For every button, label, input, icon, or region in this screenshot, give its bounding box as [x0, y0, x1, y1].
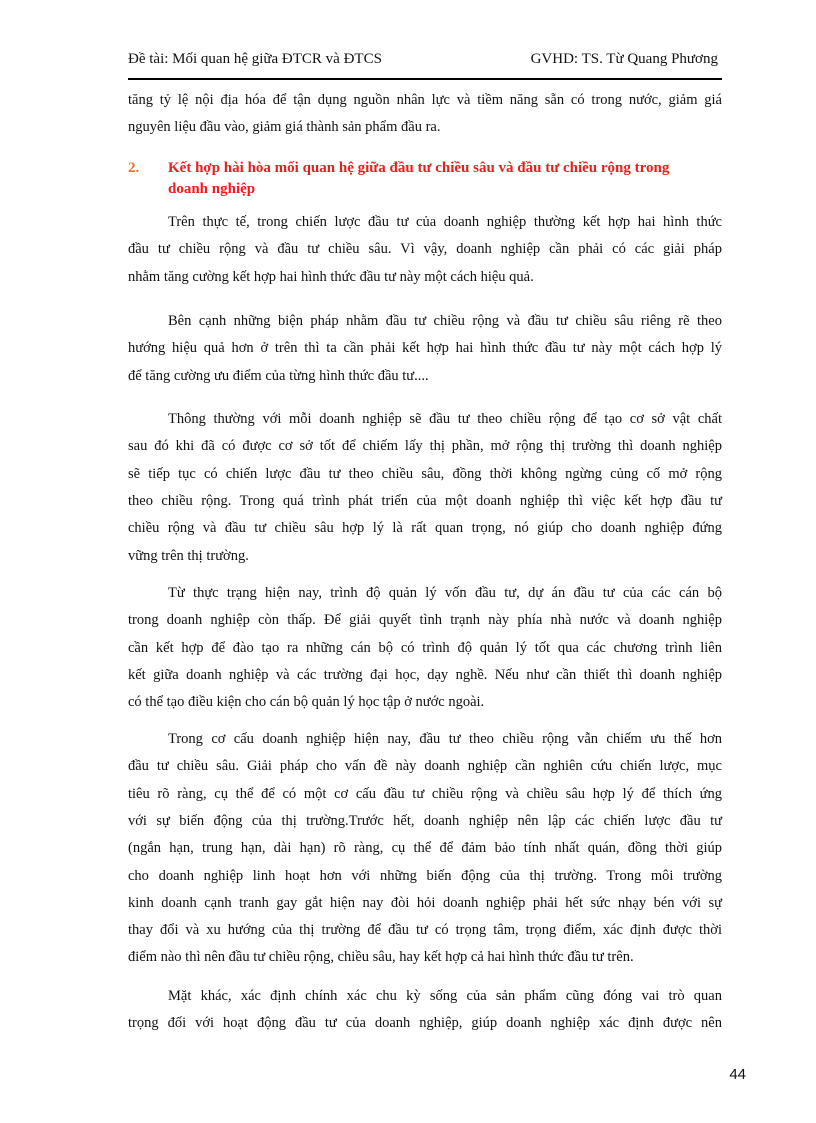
- text-line: Trong cơ cấu doanh nghiệp hiện nay, đầu tư theo chiều rộng vẫn chiếm ưu thế hơn: [168, 731, 722, 747]
- text-line: Trên thực tế, trong chiến lược đầu tư của doanh nghiệp thường kết hợp hai hình thức: [168, 214, 722, 230]
- text-line: Từ thực trạng hiện nay, trình độ quản lý vốn đầu tư, dự án đầu tư của các cán bộ: [168, 585, 722, 601]
- text-line: kết giữa doanh nghiệp và các trường đại học, dạy nghề. Nếu như cần thiết thì doanh nghiệp: [128, 667, 722, 683]
- text-line: theo chiều rộng. Trong quá trình phát triển của một doanh nghiệp thì việc kết hợp đầu tư: [128, 493, 722, 509]
- text-line: Mặt khác, xác định chính xác chu kỳ sống của sản phẩm cũng đóng vai trò quan: [168, 988, 722, 1004]
- text-line: đầu tư chiều rộng và đầu tư chiều sâu. Vì vậy, doanh nghiệp cần phải có các giải pháp: [128, 241, 722, 257]
- text-line: Thông thường với mỗi doanh nghiệp sẽ đầu tư theo chiều rộng để tạo cơ sở vật chất: [168, 411, 722, 427]
- text-line: Bên cạnh những biện pháp nhằm đầu tư chiều rộng và đầu tư chiều sâu riêng rẽ theo: [168, 313, 722, 329]
- text-line: đầu tư chiều sâu. Giải pháp cho vấn đề này doanh nghiệp cần nghiên cứu chiến lược, mục: [128, 758, 722, 774]
- text-line: cho doanh nghiệp linh hoạt hơn với những biến động của thị trường. Trong môi trường: [128, 868, 722, 884]
- page-number: 44: [729, 1066, 746, 1083]
- text-line: với sự biến động của thị trường.Trước hết, doanh nghiệp nên lập các chiến lược đầu tư: [128, 813, 722, 829]
- header-rule: [128, 78, 722, 80]
- text-line: nhằm tăng cường kết hợp hai hình thức đầu tư này một cách hiệu quả.: [128, 269, 534, 285]
- section-title-line: doanh nghiệp: [168, 181, 256, 197]
- text-line: để tăng cường ưu điểm của từng hình thức đầu tư....: [128, 368, 429, 384]
- text-line: kinh doanh cạnh tranh gay gắt hiện nay đòi hỏi doanh nghiệp phải hết sức nhạy bén với sự: [128, 895, 722, 911]
- text-line: (ngắn hạn, trung hạn, dài hạn) rõ ràng, cụ thể để đảm bảo tính nhất quán, đồng thời giúp: [128, 840, 722, 856]
- text-line: hướng hiệu quả hơn ở trên thì ta cần phải kết hợp hai hình thức đầu tư này một cách hợp lý: [128, 340, 722, 356]
- text-line: nguyên liệu đầu vào, giảm giá thành sản phẩm đầu ra.: [128, 119, 441, 135]
- header-topic: Đề tài: Mối quan hệ giữa ĐTCR và ĐTCS: [128, 51, 382, 67]
- header-advisor: GVHD: TS. Từ Quang Phương: [530, 51, 718, 67]
- text-line: thay đổi và xu hướng của thị trường để đầu tư có trọng tâm, trọng điểm, xác định được thời: [128, 922, 722, 938]
- text-line: cần kết hợp để đào tạo ra những cán bộ có trình độ quản lý tốt qua các chương trình liên: [128, 640, 722, 656]
- text-line: sau đó khi đã có được cơ sở tốt để chiếm lấy thị phần, mở rộng thị trường thì doanh nghiệp: [128, 438, 722, 454]
- text-line: vững trên thị trường.: [128, 548, 249, 564]
- text-line: sẽ tiếp tục có chiến lược đầu tư theo chiều sâu, đồng thời không ngừng củng cố mở rộng: [128, 466, 722, 482]
- section-number: 2.: [128, 160, 140, 176]
- text-line: tiêu rõ ràng, cụ thể để có một cơ cấu đầu tư chiều rộng và chiều sâu hợp lý để thích ứng: [128, 786, 722, 802]
- text-line: có thể tạo điều kiện cho cán bộ quản lý học tập ở nước ngoài.: [128, 694, 485, 710]
- text-line: trọng đối với hoạt động đầu tư của doanh nghiệp, giúp doanh nghiệp xác định được nên: [128, 1015, 722, 1031]
- text-line: tăng tỷ lệ nội địa hóa để tận dụng nguồn nhân lực và tiềm năng sẵn có trong nước, giảm giá: [128, 92, 722, 108]
- text-line: chiều rộng và đầu tư chiều sâu hợp lý là rất quan trọng, nó giúp cho doanh nghiệp đứng: [128, 520, 722, 536]
- text-line: điểm nào thì nên đầu tư chiều rộng, chiều sâu, hay kết hợp cả hai hình thức đầu tư trên.: [128, 949, 634, 965]
- text-line: trong doanh nghiệp còn thấp. Để giải quyết tình trạnh này phía nhà nước và doanh nghiệp: [128, 612, 722, 628]
- section-title-line: Kết hợp hài hòa mối quan hệ giữa đầu tư chiều sâu và đầu tư chiều rộng trong: [168, 160, 670, 176]
